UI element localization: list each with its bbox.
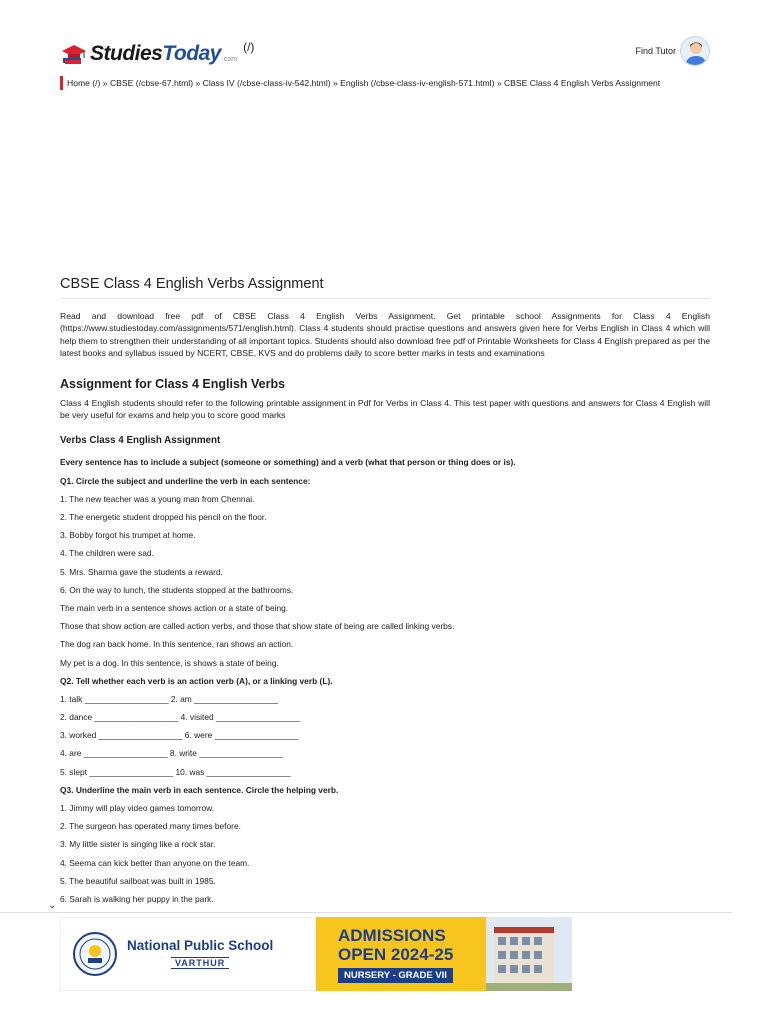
ad-school-section[interactable]	[60, 917, 316, 991]
section-heading: Assignment for Class 4 English Verbs	[60, 376, 286, 391]
assignment-line: 1. The new teacher was a young man from Chennai.	[60, 493, 255, 504]
school-building-image	[486, 917, 572, 991]
assignment-heading: Verbs Class 4 English Assignment	[60, 435, 221, 447]
assignment-line: 6. Sarah is walking her puppy in the park.	[60, 893, 214, 904]
assignment-line: 5. slept __________________ 10. was __________________	[60, 766, 291, 777]
school-branch: VARTHUR	[171, 957, 229, 969]
assignment-line: My pet is a dog. In this sentence, is shows a state of being.	[60, 657, 279, 668]
ad-admissions-section[interactable]	[316, 917, 486, 991]
question-heading: Q1. Circle the subject and underline the verb in each sentence:	[60, 475, 311, 486]
breadcrumb[interactable]: Home (/) » CBSE (/cbse-67.html) » Class IV (/cbse-class-iv-542.html) » English (/cbse-class-iv-english-571.html) » CBSE Class 4 English Verbs Assignment	[60, 76, 720, 90]
assignment-line: 5. The beautiful sailboat was built in 1985.	[60, 875, 216, 886]
site-header	[60, 36, 710, 76]
logo-link-text[interactable]: (/)	[243, 40, 255, 54]
logo-text: StudiesToday	[90, 42, 221, 65]
school-name: National Public School	[127, 937, 274, 953]
question-heading: Q3. Underline the main verb in each sentence. Circle the helping verb.	[60, 784, 339, 795]
school-emblem-icon	[73, 932, 117, 976]
admissions-grades: NURSERY - GRADE VII	[338, 968, 453, 983]
assignment-line: 2. The surgeon has operated many times before.	[60, 821, 241, 832]
question-heading: Q2. Tell whether each verb is an action verb (A), or a linking verb (L).	[60, 675, 333, 686]
main-content	[60, 276, 710, 911]
section-intro-paragraph: Class 4 English students should refer to the following printable assignment in Pdf for Verbs in Class 4. This test paper with questions and answers for Class 4 English will be very useful for exams and help you to score good marks	[60, 397, 710, 421]
assignment-line: 2. dance __________________ 4. visited __________________	[60, 712, 300, 723]
assignment-lines	[60, 456, 710, 911]
user-avatar-icon[interactable]	[680, 36, 710, 66]
graduation-cap-icon	[60, 42, 88, 66]
chevron-down-icon[interactable]: ⌄	[48, 900, 57, 911]
assignment-line: 1. talk __________________ 2. am __________________	[60, 693, 278, 704]
find-tutor-label[interactable]: Find Tutor	[635, 46, 676, 56]
assignment-line: 3. worked __________________ 6. were __________________	[60, 730, 299, 741]
assignment-line: The main verb in a sentence shows action or a state of being.	[60, 602, 289, 613]
page-title: CBSE Class 4 English Verbs Assignment	[60, 276, 710, 299]
assignment-line: 4. The children were sad.	[60, 548, 154, 559]
assignment-line: 1. Jimmy will play video games tomorrow.	[60, 803, 215, 813]
admissions-title: ADMISSIONS	[338, 925, 446, 945]
find-tutor-link[interactable]	[635, 36, 710, 66]
assignment-line: Those that show action are called action verbs, and those that show state of being are called linking verbs.	[60, 621, 455, 632]
admissions-year: OPEN 2024-25	[338, 944, 454, 964]
logo-com: .com	[221, 56, 238, 63]
assignment-line: 3. Bobby forgot his trumpet at home.	[60, 530, 196, 541]
assignment-line: 4. Seema can kick better than anyone on the team.	[60, 857, 250, 868]
school-ad-banner[interactable]	[60, 917, 572, 991]
assignment-line: 6. On the way to lunch, the students stopped at the bathrooms.	[60, 584, 294, 595]
question-heading: Every sentence has to include a subject (someone or something) and a verb (what that person or thing does or is).	[60, 457, 516, 468]
school-name-block	[127, 938, 273, 971]
assignment-line: 3. My little sister is singing like a rock star.	[60, 839, 216, 850]
assignment-line: 4. are __________________ 8. write __________________	[60, 748, 284, 759]
assignment-line: The dog ran back home. In this sentence, ran shows an action.	[60, 639, 294, 650]
intro-paragraph: Read and download free pdf of CBSE Class 4 English Verbs Assignment. Get printable school Assignments for Class 4 English (https://www.studiestoday.com/assignments/571/english.html). Class 4 students should practise questions and answers given here for Verbs English in Class 4 which will help them to strengthen their understanding of all important topics. Students should also download free pdf of Printable Worksheets for Class 4 English prepared as per the latest books and syllabus issued by NCERT, CBSE, KVS and do problems daily to score better marks in tests and examinations	[60, 311, 711, 359]
assignment-line: 2. The energetic student dropped his pencil on the floor.	[60, 512, 267, 522]
site-logo[interactable]	[60, 40, 254, 66]
assignment-line: 5. Mrs. Sharma gave the students a reward.	[60, 566, 223, 577]
